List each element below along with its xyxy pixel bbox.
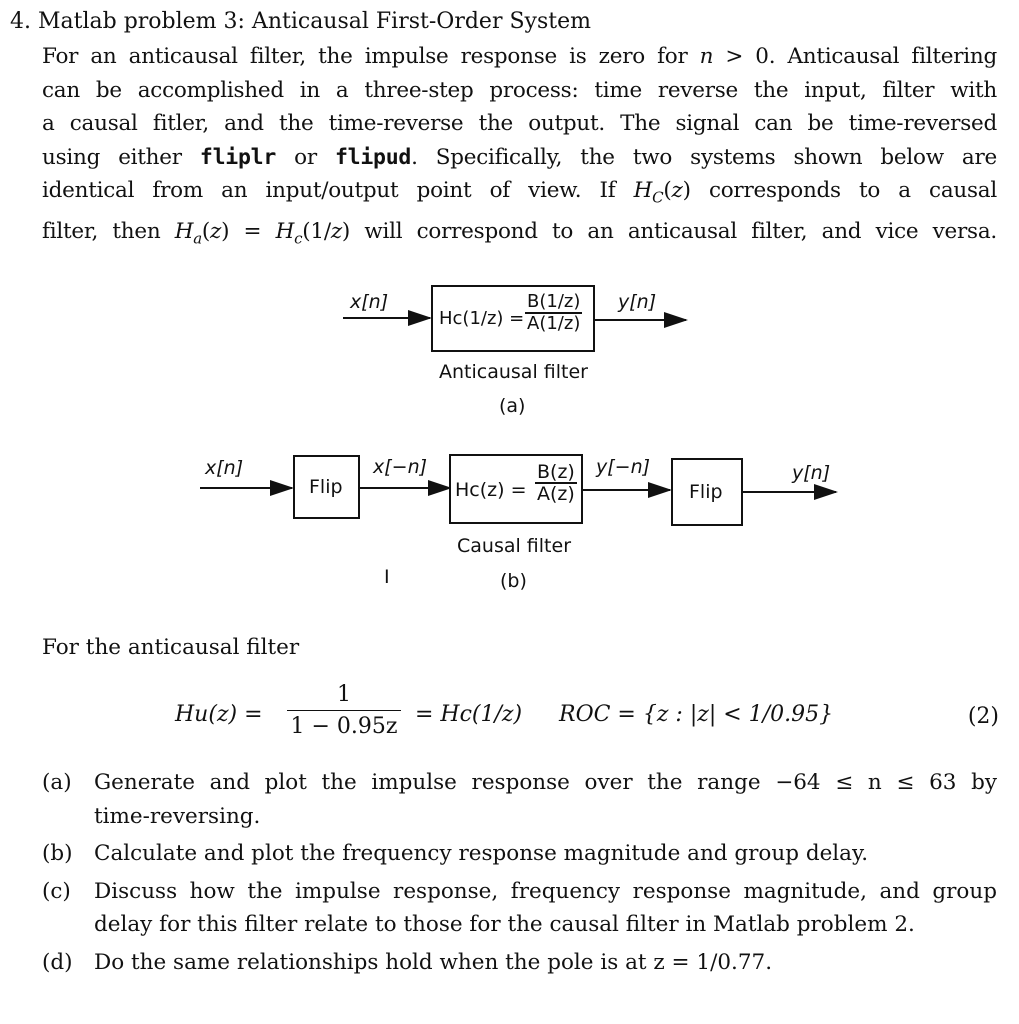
question-b-mark: (b)	[42, 841, 73, 866]
flip-box-1-label: Flip	[309, 476, 343, 498]
flip-box-2-label: Flip	[689, 481, 723, 503]
equation-mid: = Hc(1/z)	[415, 702, 523, 727]
fliplr-code: fliplr	[199, 144, 277, 170]
anticausal-filter-caption: Anticausal filter	[439, 361, 588, 383]
anticausal-filter-den: A(1/z)	[527, 313, 581, 334]
anticausal-filter-fraction	[525, 292, 582, 334]
question-a-line-1: Generate and plot the impulse response over the range −64 ≤ n ≤ 63 by	[94, 770, 997, 795]
question-c-line-1: Discuss how the impulse response, frequency response magnitude, and group	[94, 878, 997, 904]
question-b	[42, 837, 997, 871]
equation-num: 1	[287, 680, 401, 711]
intro-line-3: a causal fitler, and the time-reverse the output. The signal can be time-reversed	[42, 111, 997, 136]
diagram-b-output-label: y[n]	[792, 462, 831, 484]
equation-roc: ROC = {z : |z| < 1/0.95}	[559, 702, 834, 727]
diagram-b-mid1-label: x[−n]	[373, 456, 428, 478]
causal-filter-den: A(z)	[537, 483, 575, 505]
flip-box-1	[293, 455, 360, 519]
question-d-mark: (d)	[42, 949, 73, 975]
diagram-a-input-label: x[n]	[350, 291, 389, 313]
question-d	[42, 946, 997, 980]
anticausal-filter-lhs: Hc(1/z) =	[439, 308, 525, 329]
causal-filter-num: B(z)	[537, 461, 575, 483]
equation-fraction	[287, 680, 401, 743]
question-c-mark: (c)	[42, 878, 71, 904]
anticausal-filter-num: B(1/z)	[527, 291, 581, 312]
diagram-a-sublabel: (a)	[499, 395, 526, 417]
equation-den: 1 − 0.95z	[290, 714, 398, 739]
question-c	[42, 875, 997, 942]
question-list	[42, 766, 997, 979]
question-d-line-1: Do the same relationships hold when the pole is at z = 1/0.77.	[94, 949, 773, 975]
intro-line-1: For an anticausal filter, the impulse response is zero for n > 0. Anticausal filtering	[42, 44, 997, 69]
stray-mark: I	[384, 566, 390, 588]
causal-filter-fraction	[535, 462, 577, 504]
question-a	[42, 766, 997, 833]
equation-lhs: Hu(z) =	[175, 702, 263, 727]
diagram-b-mid2-label: y[−n]	[596, 456, 651, 478]
diagram-a-output-label: y[n]	[618, 291, 657, 313]
anticausal-lead-text: For the anticausal filter	[42, 635, 300, 660]
question-a-line-2: time-reversing.	[94, 803, 261, 829]
anticausal-filter-box	[431, 285, 595, 352]
causal-filter-caption: Causal filter	[457, 535, 572, 557]
intro-line-6: filter, then $H_a(z) = H_c(1/z)$ will correspond to an anticausal filter, and vice versa.	[42, 218, 997, 248]
causal-filter-box	[449, 454, 583, 524]
intro-line-5: identical from an input/output point of view. If $H_C(z)$ corresponds to a causal	[42, 178, 997, 207]
equation-number: (2)	[967, 704, 999, 729]
flip-box-2	[671, 458, 743, 526]
causal-filter-lhs: Hc(z) =	[455, 479, 527, 501]
flipud-code: flipud	[334, 144, 412, 170]
diagram-b-sublabel: (b)	[500, 570, 527, 592]
question-c-line-2: delay for this filter relate to those for the causal filter in Matlab problem 2.	[94, 912, 915, 937]
intro-line-2: can be accomplished in a three-step process: time reverse the input, filter with	[42, 77, 997, 103]
intro-line-4: using either fliplr or flipud. Specifically, the two systems shown below are	[42, 144, 998, 170]
equation-2	[175, 680, 1005, 750]
diagram-b-input-label: x[n]	[205, 457, 244, 479]
problem-title: 4. Matlab problem 3: Anticausal First-Order System	[10, 9, 591, 34]
question-b-line-1: Calculate and plot the frequency response magnitude and group delay.	[94, 841, 869, 866]
question-a-mark: (a)	[42, 770, 72, 795]
